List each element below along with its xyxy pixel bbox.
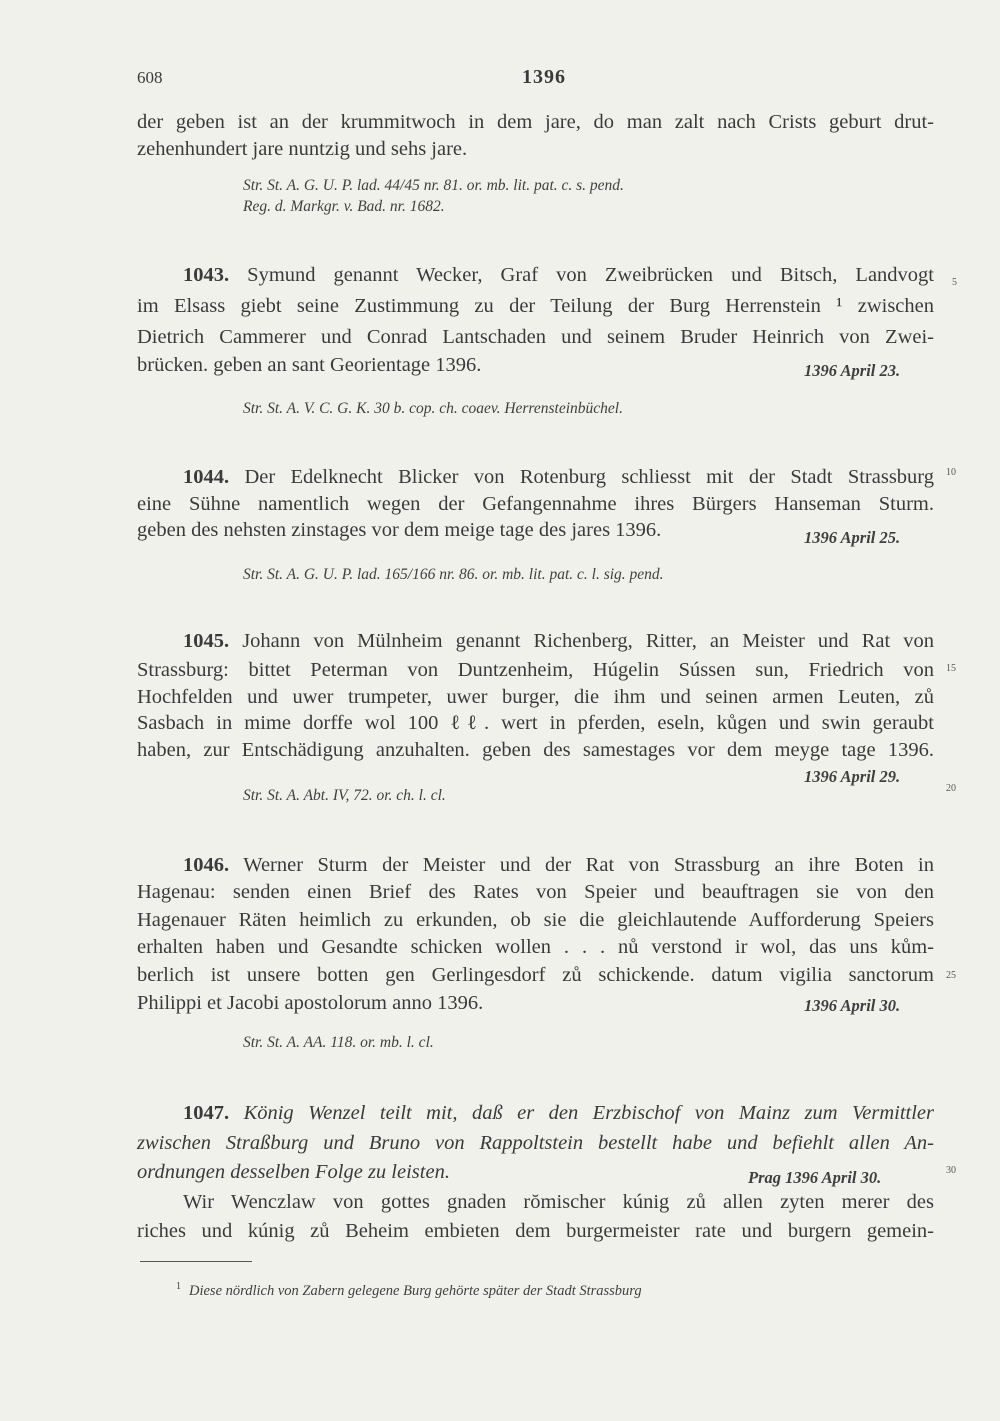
text-line: Hagenauer Räten heimlich zu erkunden, ob sie die gleichlautende Aufforderung Speiers [137,909,934,931]
running-header-year: 1396 [522,66,566,88]
entry-date: 1396 April 23. [804,361,901,380]
line-number: 20 [946,783,956,794]
entry-date: 1396 April 30. [804,996,901,1015]
footnote-mark: 1 [176,1281,181,1292]
text-line: Wir Wenczlaw von gottes gnaden rŏmischer kúnig zů allen zyten merer des [183,1191,934,1213]
entry-first-line [183,265,934,286]
line-number: 10 [946,467,956,478]
text-line: Strassburg: bittet Peterman von Duntzenheim, Húgelin Sússen sun, Friedrich von [137,659,934,681]
entry-number: 1043. [183,264,230,286]
text-line: brücken. geben an sant Georientage 1396. [137,354,482,376]
text-line: ordnungen desselben Folge zu leisten. [137,1161,450,1183]
text-line: Symund genannt Wecker, Graf von Zweibrücken und Bitsch, Landvogt [247,264,935,286]
text-line: zwischen Straßburg und Bruno von Rappoltstein bestellt habe und befiehlt allen An- [137,1132,934,1154]
source-citation: Str. St. A. V. C. G. K. 30 b. cop. ch. coaev. Herrensteinbüchel. [243,400,623,417]
line-number: 5 [952,277,957,288]
source-citation: Reg. d. Markgr. v. Bad. nr. 1682. [243,198,445,215]
source-citation: Str. St. A. G. U. P. lad. 44/45 nr. 81. or. mb. lit. pat. c. s. pend. [243,177,624,194]
text-line: Philippi et Jacobi apostolorum anno 1396. [137,992,484,1014]
line-number: 30 [946,1165,956,1176]
entry-number: 1047. [183,1102,230,1124]
text-line: Dietrich Cammerer und Conrad Lantschaden und seinem Bruder Heinrich von Zwei- [137,326,934,348]
text-line: haben, zur Entschädigung anzuhalten. geben des samestages vor dem meyge tage 1396. [137,739,934,761]
line-number: 15 [946,663,956,674]
text-line: riches und kúnig zů Beheim embieten dem burgermeister rate und burgern gemein- [137,1220,934,1242]
text-line: geben des nehsten zinstages vor dem meige tage des jares 1396. [137,519,662,541]
entry-date: 1396 April 29. [804,767,901,786]
entry-date: Prag 1396 April 30. [748,1168,882,1187]
source-citation: Str. St. A. Abt. IV, 72. or. ch. l. cl. [243,787,446,804]
footnote-rule [140,1261,252,1262]
footnote-text: Diese nördlich von Zabern gelegene Burg gehörte später der Stadt Strassburg [189,1282,642,1299]
text-line: Sasbach in mime dorffe wol 100 ℓℓ. wert in pferden, eseln, kůgen und swin geraubt [137,712,934,734]
text-line: im Elsass giebt seine Zustimmung zu der Teilung der Burg Herrenstein ¹ zwischen [137,295,934,317]
entry-first-line [183,467,934,488]
text-line: Der Edelknecht Blicker von Rotenburg schliesst mit der Stadt Strassburg [244,466,935,488]
line-number: 25 [946,970,956,981]
entry-first-line [183,1103,934,1124]
entry-first-line [183,631,934,652]
source-citation: Str. St. A. AA. 118. or. mb. l. cl. [243,1034,434,1051]
footnote [176,1281,642,1300]
text-line: erhalten haben und Gesandte schicken wollen . . . nů verstond ir wol, das uns kům- [137,936,934,958]
source-citation: Str. St. A. G. U. P. lad. 165/166 nr. 86. or. mb. lit. pat. c. l. sig. pend. [243,566,664,583]
entry-first-line [183,855,934,876]
text-line: Johann von Mülnheim genannt Richenberg, Ritter, an Meister und Rat von [242,630,935,652]
entry-number: 1046. [183,854,230,876]
page-number: 608 [137,68,163,87]
entry-date: 1396 April 25. [804,528,901,547]
text-line: Hochfelden und uwer trumpeter, uwer burger, die ihm und seinen armen Leuten, zů [137,686,934,708]
entry-number: 1045. [183,630,230,652]
text-line: Werner Sturm der Meister und der Rat von Strassburg an ihre Boten in [243,854,935,876]
entry-number: 1044. [183,466,230,488]
text-line: zehenhundert jare nuntzig und sehs jare. [137,138,468,160]
text-line: berlich ist unsere botten gen Gerlingesdorf zů schickende. datum vigilia sanctorum [137,964,934,986]
text-line: König Wenzel teilt mit, daß er den Erzbischof von Mainz zum Vermittler [243,1102,934,1124]
text-line: der geben ist an der krummitwoch in dem jare, do man zalt nach Crists geburt drut- [137,111,934,133]
text-line: eine Sühne namentlich wegen der Gefangennahme ihres Bürgers Hanseman Sturm. [137,493,934,515]
text-line: Hagenau: senden einen Brief des Rates von Speier und beauftragen sie von den [137,881,934,903]
